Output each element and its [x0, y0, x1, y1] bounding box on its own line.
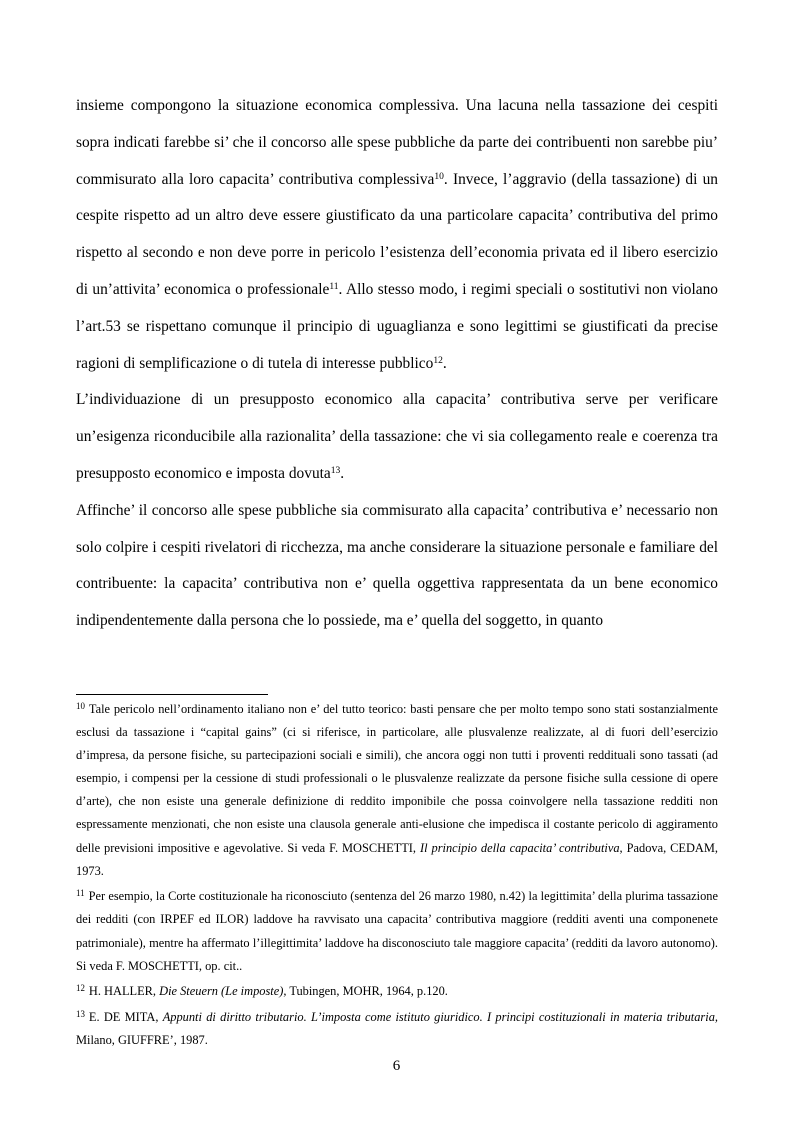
- footnote-ref-11[interactable]: 11: [329, 280, 339, 292]
- footnote-number: 12: [76, 982, 85, 993]
- footnote-number: 10: [76, 700, 85, 711]
- footnote-citation-title: Die Steuern (Le imposte),: [159, 984, 287, 999]
- text-span: insieme compongono la situazione economica complessiva. Una lacuna nella tassazione dei cespiti sopra indicati farebbe si’ che il concorso alle spese pubbliche da parte dei contribuenti non sarebbe piu’ commisurato alla loro capacita’ contributiva complessiva: [76, 97, 718, 188]
- footnote-author: E. DE MITA,: [88, 1010, 163, 1024]
- footnote-ref-13[interactable]: 13: [330, 464, 341, 476]
- text-span: .: [442, 354, 447, 372]
- paragraph-3: [76, 493, 718, 640]
- body-text: [76, 88, 718, 640]
- paragraph-2: [76, 382, 718, 492]
- footnote-text: Per esempio, la Corte costituzionale ha riconosciuto (sentenza del 26 marzo 1980, n.42) la legittimita’ della plurima tassazione dei redditi (con IRPEF ed ILOR) laddove ha ravvisato una capacita’ contributiva maggiore (redditi aventi una componenete patrimoniale), mentre ha affermato l’illegittimita’ laddove ha disconosciuto tale maggiore capacita’ (redditi da lavoro autonomo). Si veda F. MOSCHETTI, op. cit..: [76, 889, 718, 973]
- footnote-citation-title: Il principio della capacita’ contributiva,: [419, 840, 623, 855]
- text-span: . Allo stesso modo, i regimi speciali o sostitutivi non violano l’art.53 se rispettano comunque il principio di uguaglianza e sono legittimi se giustificati da precise ragioni di semplificazione o di tutela di interesse pubblico: [76, 280, 718, 372]
- footnote-text: Tale pericolo nell’ordinamento italiano non e’ del tutto teorico: basti pensare che per molto tempo sono stati sostanzialmente esclusi da tassazione i “capital gains” (ci si riferisce, in particolare, alle plusvalenze realizzate, al di fuori dell’esercizio d’impresa, da persone fisiche, su partecipazioni sociali e simili), che ancora oggi non tutti i proventi reddituali sono tassati (ad esempio, i compensi per la cessione di studi professionali o le plusvalenze realizzate da persone fisiche sulla cessione di opere d’arte), che non esiste una generale definizione di reddito imponibile che possa coinvolgere nella tassazione redditi non espressamente menzionati, che non esiste una clausola generale anti-elusione che impedisca il costante pericolo di aggiramento delle previsioni impositive e agevolative. Si veda F. MOSCHETTI,: [76, 702, 718, 855]
- footnote-citation-title: Appunti di diritto tributario. L’imposta come istituto giuridico. I principi costituzionali in materia tributaria,: [162, 1010, 718, 1024]
- footnote-number: 11: [76, 887, 85, 898]
- footnote-ref-10[interactable]: 10: [434, 170, 444, 182]
- page-number: 6: [392, 1058, 401, 1074]
- footnote-13: [76, 1006, 718, 1052]
- footnote-citation-tail: Milano, GIUFFRE’, 1987.: [76, 1033, 208, 1048]
- footnote-citation-tail: Padova, CEDAM, 1973.: [76, 840, 718, 878]
- footnote-citation-tail: Tubingen, MOHR, 1964, p.120.: [286, 984, 448, 999]
- footnote-12: [76, 980, 718, 1003]
- paragraph-1: [76, 88, 718, 382]
- footnote-author: H. HALLER,: [88, 984, 160, 999]
- footnote-10: [76, 698, 718, 883]
- footnote-11: [76, 885, 718, 977]
- footnote-number: 13: [76, 1008, 85, 1019]
- text-span: Affinche’ il concorso alle spese pubbliche sia commisurato alla capacita’ contributiva e’ necessario non solo colpire i cespiti rivelatori di ricchezza, ma anche considerare la situazione personale e familiare del contribuente: la capacita’ contributiva non e’ quella oggettiva rappresentata da un bene economico indipendentemente dalla persona che lo possiede, ma e’ quella del soggetto, in quanto: [76, 501, 718, 630]
- text-span: . Invece, l’aggravio (della tassazione) di un cespite rispetto ad un altro deve essere giustificato da una particolare capacita’ contributiva del primo rispetto al secondo e non deve porre in pericolo l’esistenza dell’economia privata ed il libero esercizio di un’attivita’ economica o professionale: [76, 170, 718, 298]
- footnote-ref-12[interactable]: 12: [433, 354, 443, 366]
- footnotes: [76, 698, 718, 1052]
- text-span: .: [340, 464, 345, 482]
- text-span: L’individuazione di un presupposto economico alla capacita’ contributiva serve per verificare un’esigenza riconducibile alla razionalita’ della tassazione: che vi sia collegamento reale e coerenza tra presupposto economico e imposta dovuta: [76, 391, 718, 482]
- footnote-separator: [76, 694, 268, 695]
